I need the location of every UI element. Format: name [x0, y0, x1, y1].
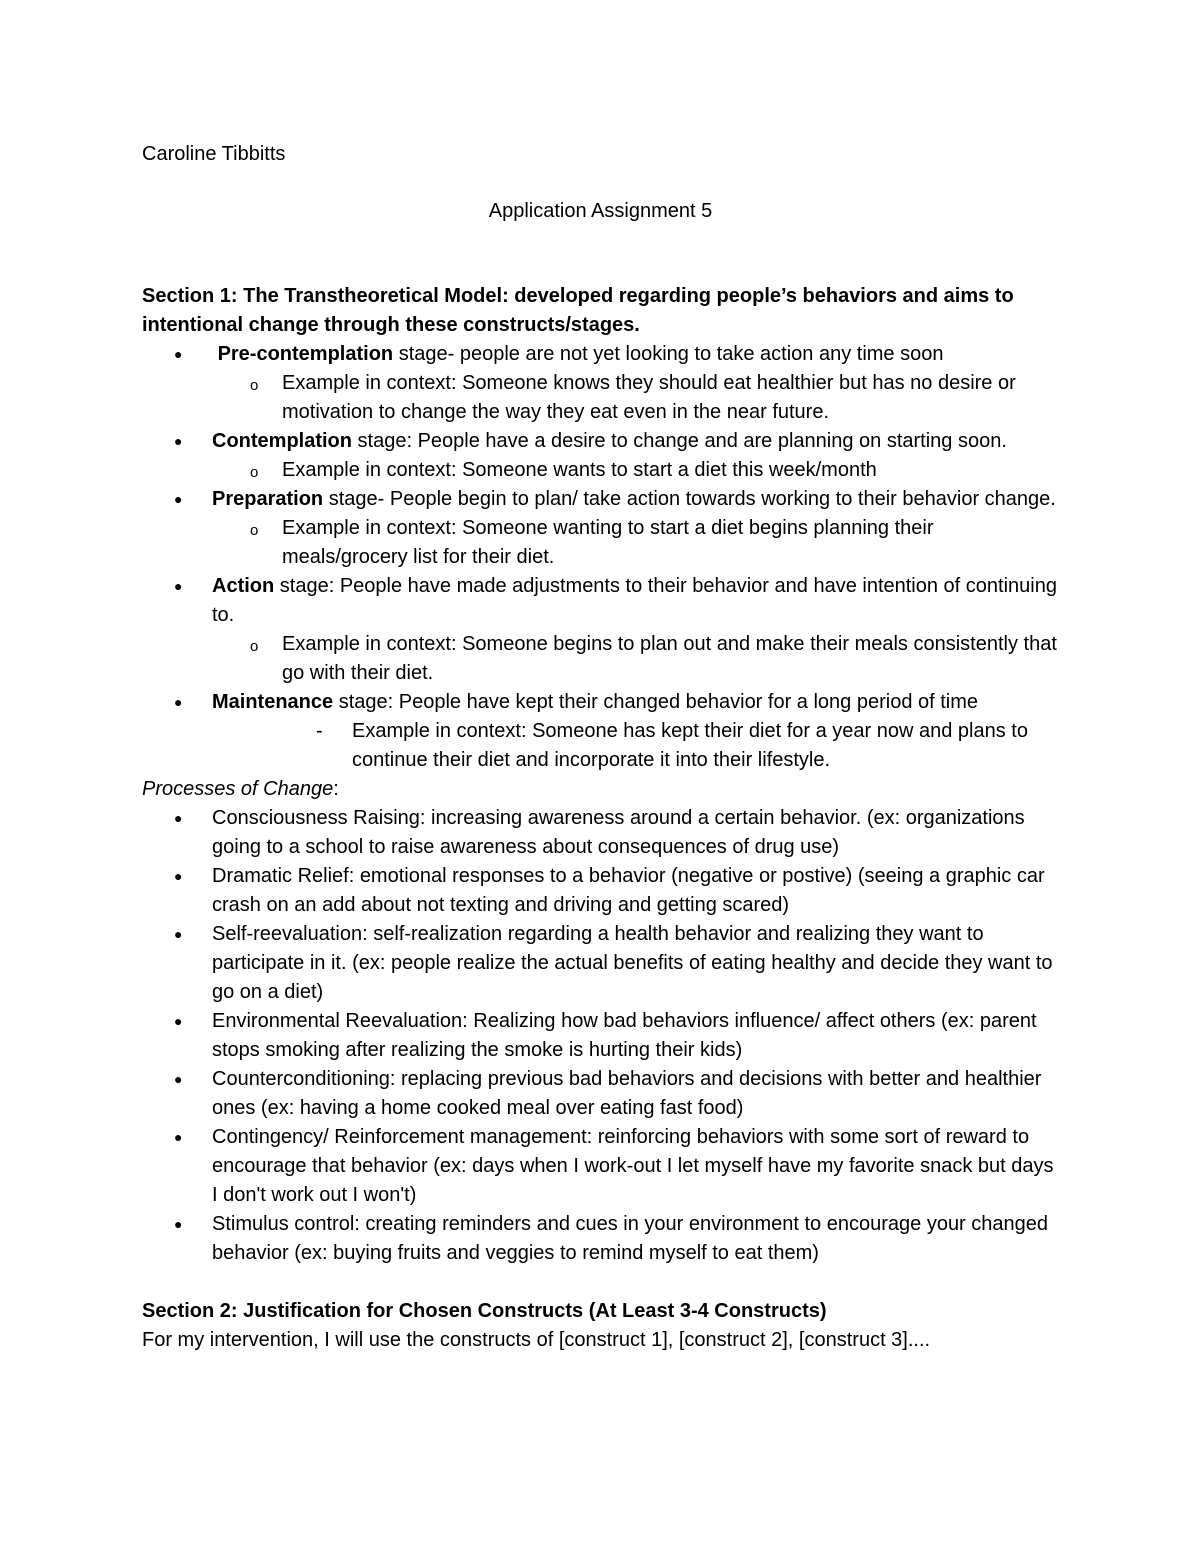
- stage-item: [142, 340, 1062, 427]
- bullet-icon: ●: [174, 868, 183, 884]
- section-1-heading: Section 1: The Transtheoretical Model: developed regarding people’s behaviors and aims to intentional change through these constructs/stages.: [142, 285, 1014, 336]
- stage-example: [212, 717, 1062, 775]
- stage-example-list: [212, 456, 1062, 485]
- bullet-icon: ●: [174, 1013, 183, 1029]
- bullet-icon: ●: [174, 1071, 183, 1087]
- stage-example-list: [212, 630, 1062, 688]
- bullet-icon: ●: [174, 926, 183, 942]
- bullet-icon: ●: [174, 433, 183, 449]
- process-text: Counterconditioning: replacing previous bad behaviors and decisions with better and healthier ones (ex: having a home cooked meal over eating fast food): [212, 1068, 1042, 1119]
- stage-example-list: [212, 717, 1062, 775]
- stage-item: [142, 485, 1062, 572]
- section-2-heading: Section 2: Justification for Chosen Constructs (At Least 3-4 Constructs): [142, 1300, 827, 1322]
- stage-item: [142, 427, 1062, 485]
- dash-bullet-icon: -: [316, 720, 323, 742]
- processes-label-colon: :: [333, 778, 339, 800]
- stage-example-list: [212, 369, 1062, 427]
- stage-description: stage: People have kept their changed behavior for a long period of time: [333, 691, 979, 713]
- bullet-icon: ●: [174, 810, 183, 826]
- stage-item: [142, 688, 1062, 775]
- process-item: [142, 920, 1062, 1007]
- bullet-icon: ●: [174, 346, 183, 362]
- process-text: Contingency/ Reinforcement management: reinforcing behaviors with some sort of reward to encourage that behavior (ex: days when I work-out I let myself have my favorite snack but days I don't work out I won't): [212, 1126, 1054, 1206]
- process-text: Consciousness Raising: increasing awareness around a certain behavior. (ex: organizations going to a school to raise awareness about consequences of drug use): [212, 807, 1025, 858]
- bullet-icon: ●: [174, 1216, 183, 1232]
- bullet-icon: ●: [174, 1129, 183, 1145]
- stage-example-text: Example in context: Someone knows they should eat healthier but has no desire or motivation to change the way they eat even in the near future.: [282, 372, 1016, 423]
- stage-description: stage: People have made adjustments to their behavior and have intention of continuing to.: [212, 575, 1057, 626]
- sub-bullet-icon: o: [250, 464, 259, 481]
- process-item: [142, 804, 1062, 862]
- process-text: Dramatic Relief: emotional responses to a behavior (negative or postive) (seeing a graphic car crash on an add about not texting and driving and getting scared): [212, 865, 1045, 916]
- stage-example: [212, 630, 1062, 688]
- sub-bullet-icon: o: [250, 522, 259, 539]
- document-title: Application Assignment 5: [488, 200, 713, 222]
- stage-example: [212, 514, 1062, 572]
- stage-example-list: [212, 514, 1062, 572]
- section-2-text: For my intervention, I will use the constructs of [construct 1], [construct 2], [construct 3]....: [142, 1329, 931, 1351]
- stage-name: Maintenance: [212, 691, 334, 713]
- process-item: [142, 862, 1062, 920]
- process-text: Stimulus control: creating reminders and cues in your environment to encourage your changed behavior (ex: buying fruits and veggies to remind myself to eat them): [212, 1213, 1049, 1264]
- sub-bullet-icon: o: [250, 638, 259, 655]
- document-page: [142, 140, 1062, 1355]
- process-item: [142, 1210, 1062, 1268]
- stage-name: Pre-contemplation: [217, 343, 394, 365]
- processes-list: [142, 804, 1062, 1268]
- processes-label: [142, 775, 1062, 804]
- stages-list: [142, 340, 1062, 775]
- stage-example-text: Example in context: Someone wants to start a diet this week/month: [282, 459, 877, 481]
- stage-description: stage: People have a desire to change and are planning on starting soon.: [352, 430, 1007, 452]
- stage-item: [142, 572, 1062, 688]
- process-item: [142, 1007, 1062, 1065]
- process-item: [142, 1065, 1062, 1123]
- stage-name: Action: [212, 575, 275, 597]
- author-name: Caroline Tibbitts: [142, 143, 286, 165]
- stage-description: stage- People begin to plan/ take action towards working to their behavior change.: [323, 488, 1056, 510]
- bullet-icon: ●: [174, 491, 183, 507]
- bullet-icon: ●: [174, 578, 183, 594]
- stage-example-text: Example in context: Someone wanting to start a diet begins planning their meals/grocery list for their diet.: [282, 517, 934, 568]
- bullet-icon: ●: [174, 694, 183, 710]
- process-text: Environmental Reevaluation: Realizing how bad behaviors influence/ affect others (ex: parent stops smoking after realizing the smoke is hurting their kids): [212, 1010, 1037, 1061]
- stage-name: Preparation: [212, 488, 324, 510]
- stage-example: [212, 456, 1062, 485]
- process-text: Self-reevaluation: self-realization regarding a health behavior and realizing they want to participate in it. (ex: people realize the actual benefits of eating healthy and decide they want to go on a diet): [212, 923, 1053, 1003]
- sub-bullet-icon: o: [250, 377, 259, 394]
- stage-example-text: Example in context: Someone begins to plan out and make their meals consistently that go with their diet.: [282, 633, 1057, 684]
- process-item: [142, 1123, 1062, 1210]
- stage-example: [212, 369, 1062, 427]
- stage-example-text: Example in context: Someone has kept their diet for a year now and plans to continue their diet and incorporate it into their lifestyle.: [352, 720, 1028, 771]
- stage-description: stage- people are not yet looking to take action any time soon: [393, 343, 944, 365]
- stage-name: Contemplation: [212, 430, 352, 452]
- processes-label-text: Processes of Change: [142, 778, 334, 800]
